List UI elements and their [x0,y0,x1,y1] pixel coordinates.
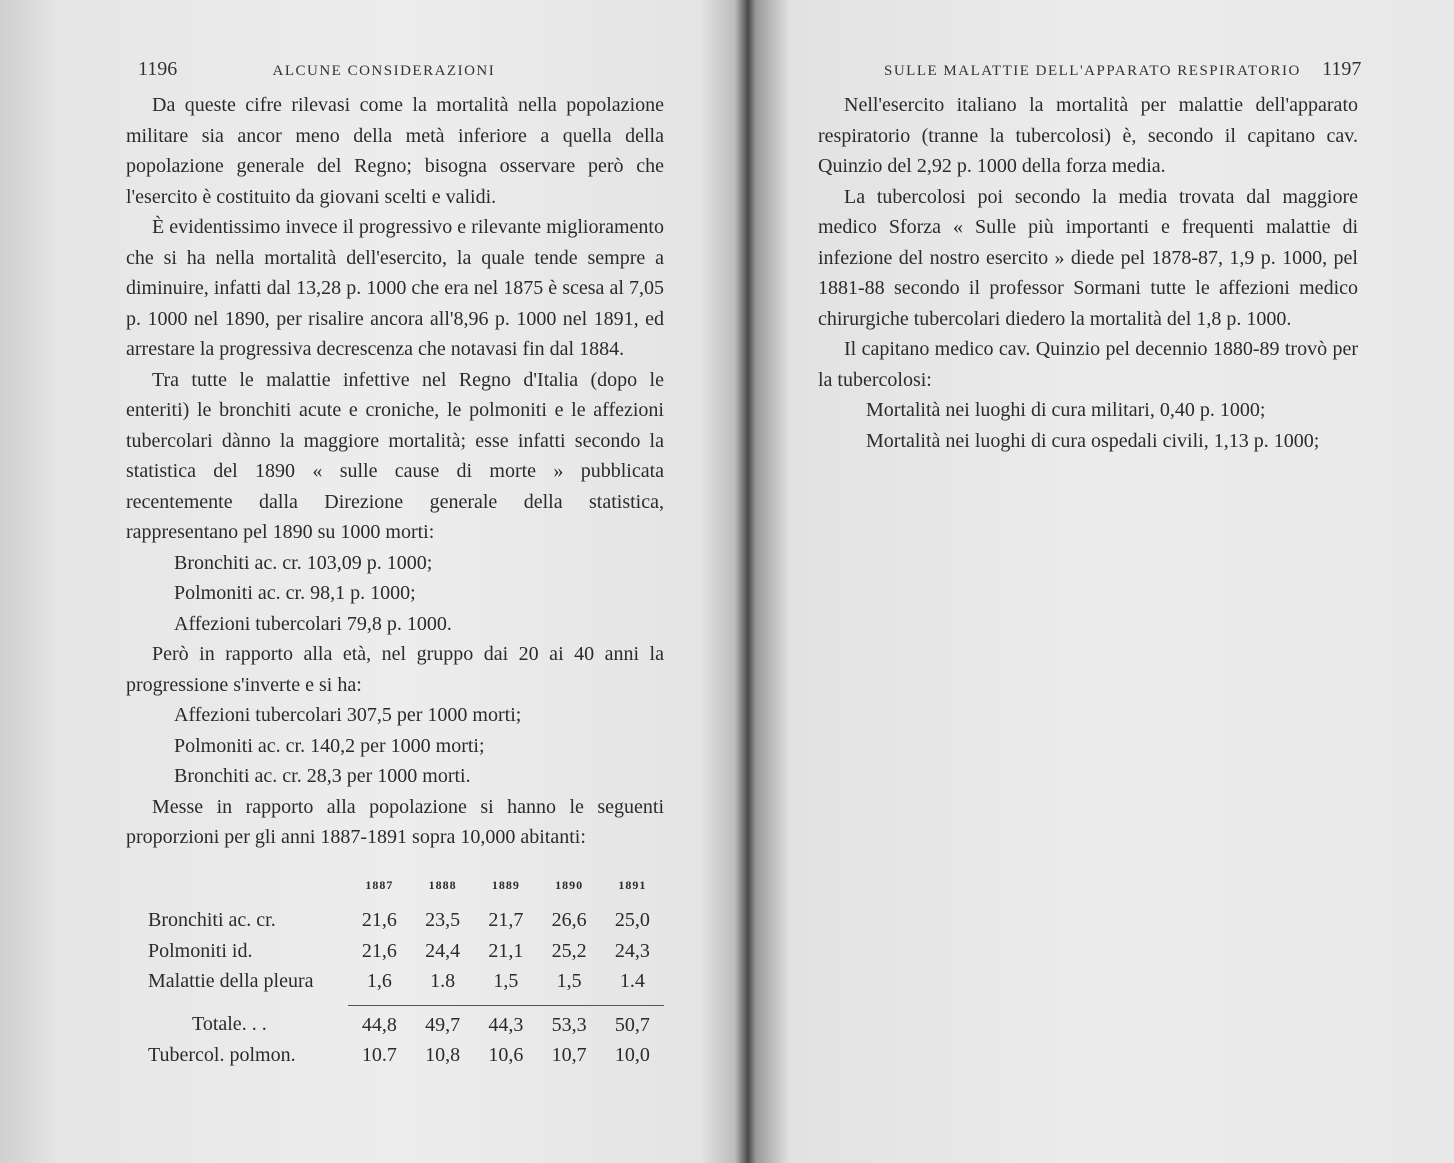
table-cell: 10.7 [361,1044,397,1066]
paragraph: È evidentissimo invece il progressivo e rilevante miglioramento che si ha nella mortalità dell'esercito, la quale tende sempre a diminuire, infatti dal 13,28 p. 1000 che era nel 1875 è scesa al 7,05 p. 1000 nel 1890, per risalire ancora all'8,96 p. 1000 nel 1891, ed arrestare la progressiva decrescenza che notavasi fin dal 1884. [126,216,664,360]
right-running-head [884,58,1361,81]
sum-rule [126,997,664,1006]
population-proportion-table [126,869,664,1071]
table-cell: 53,3 [551,1013,587,1036]
table-cell: 50,7 [614,1013,650,1036]
table-cell: 1.8 [430,970,456,992]
table-cell: 1.4 [619,970,645,992]
paragraph: Però in rapporto alla età, nel gruppo dai 20 ai 40 anni la progressione s'inverte e si ha: [126,643,664,696]
left-running-head [138,58,495,81]
table-cell: 25,0 [614,909,650,931]
mortality-list-age-group [126,700,664,792]
table-cell: 21,1 [488,939,524,962]
list-item: Mortalità nei luoghi di cura militari, 0,40 p. 1000; [866,399,1266,421]
table-header-row [126,869,664,902]
list-item: Polmoniti ac. cr. 140,2 per 1000 morti; [174,734,485,757]
paragraph: La tubercolosi poi secondo la media trovata dal maggiore medico Sforza « Sulle più importanti e frequenti malattie di infezione del nostro esercito » diede pel 1878-87, 1,9 p. 1000, pel 1881-88 secondo il professor Sormani tutte le affezioni medico chirurgiche tubercolari diedero la mortalità del 1,8 p. 1000. [818,185,1358,330]
table-cell: 44,8 [361,1013,397,1036]
year-header: 1891 [618,877,647,892]
table-cell: 24,4 [425,939,461,962]
left-running-title: ALCUNE CONSIDERAZIONI [272,63,496,79]
table-row [126,901,664,936]
paragraph: Da queste cifre rilevasi come la mortalità nella popolazione militare sia ancor meno della metà inferiore a quella della popolazione generale del Regno; bisogna osservare però che l'esercito è costituito da giovani scelti e validi. [126,94,664,208]
paragraph: Messe in rapporto alla popolazione si hanno le seguenti proporzioni per gli anni 1887-1891 sopra 10,000 abitanti: [126,795,664,848]
left-body-text [126,90,664,1071]
row-label: Bronchiti ac. cr. [148,909,276,931]
list-item: Bronchiti ac. cr. 28,3 per 1000 morti. [174,765,471,787]
table-cell: 23,5 [425,909,461,931]
year-header: 1889 [491,877,520,892]
table-cell: 10,8 [425,1044,461,1066]
table-cell: 49,7 [425,1013,461,1036]
list-item: Affezioni tubercolari 79,8 p. 1000. [174,612,452,635]
list-item: Bronchiti ac. cr. 103,09 p. 1000; [174,551,433,574]
paragraph: Il capitano medico cav. Quinzio pel decennio 1880-89 trovò per la tubercolosi: [818,338,1358,391]
total-row [126,1005,664,1040]
row-label: Tubercol. polmon. [148,1044,296,1066]
table-cell: 24,3 [614,939,650,962]
table-cell: 21,6 [361,939,397,962]
list-item: Mortalità nei luoghi di cura ospedali civili, 1,13 p. 1000; [866,429,1320,452]
table-row [126,936,664,967]
paragraph: Tra tutte le malattie infettive nel Regno d'Italia (dopo le enteriti) le bronchiti acute e croniche, le polmoniti e le affezioni tubercolari dànno la maggiore mortalità; esse infatti secondo la statistica del 1890 « sulle cause di morte » pubblicata recentemente dalla Direzione generale della statistica, rappresentano pel 1890 su 1000 morti: [126,368,664,543]
list-item: Polmoniti ac. cr. 98,1 p. 1000; [174,582,416,604]
table-row [126,966,664,997]
tuberculosis-list [818,395,1358,456]
right-running-title: SULLE MALATTIE DELL'APPARATO RESPIRATORIO [884,63,1301,79]
table-cell: 21,6 [361,909,397,931]
table-cell: 26,6 [551,909,587,931]
right-body-text [818,90,1358,456]
mortality-list-1890 [126,548,664,640]
year-header: 1888 [428,877,457,892]
row-label: Malattie della pleura [148,970,314,992]
table-cell: 21,7 [488,909,524,931]
table-row [126,1040,664,1071]
table-cell: 10,0 [614,1044,650,1066]
year-header: 1887 [365,877,394,892]
left-page-number: 1196 [138,58,178,80]
right-page-number: 1197 [1322,58,1362,80]
paragraph: Nell'esercito italiano la mortalità per malattie dell'apparato respiratorio (tranne la tubercolosi) è, secondo il capitano cav. Quinzio del 2,92 p. 1000 della forza media. [818,94,1358,177]
table-cell: 1,6 [366,970,392,992]
table-cell: 1,5 [493,970,519,992]
table-cell: 1,5 [556,970,582,992]
table-cell: 10,7 [551,1044,587,1066]
year-header: 1890 [555,877,584,892]
row-label: Polmoniti id. [148,939,253,962]
row-label: Totale. . . [192,1013,267,1036]
table-cell: 10,6 [488,1044,524,1066]
list-item: Affezioni tubercolari 307,5 per 1000 morti; [174,704,522,726]
table-cell: 25,2 [551,939,587,962]
table-cell: 44,3 [488,1013,524,1036]
